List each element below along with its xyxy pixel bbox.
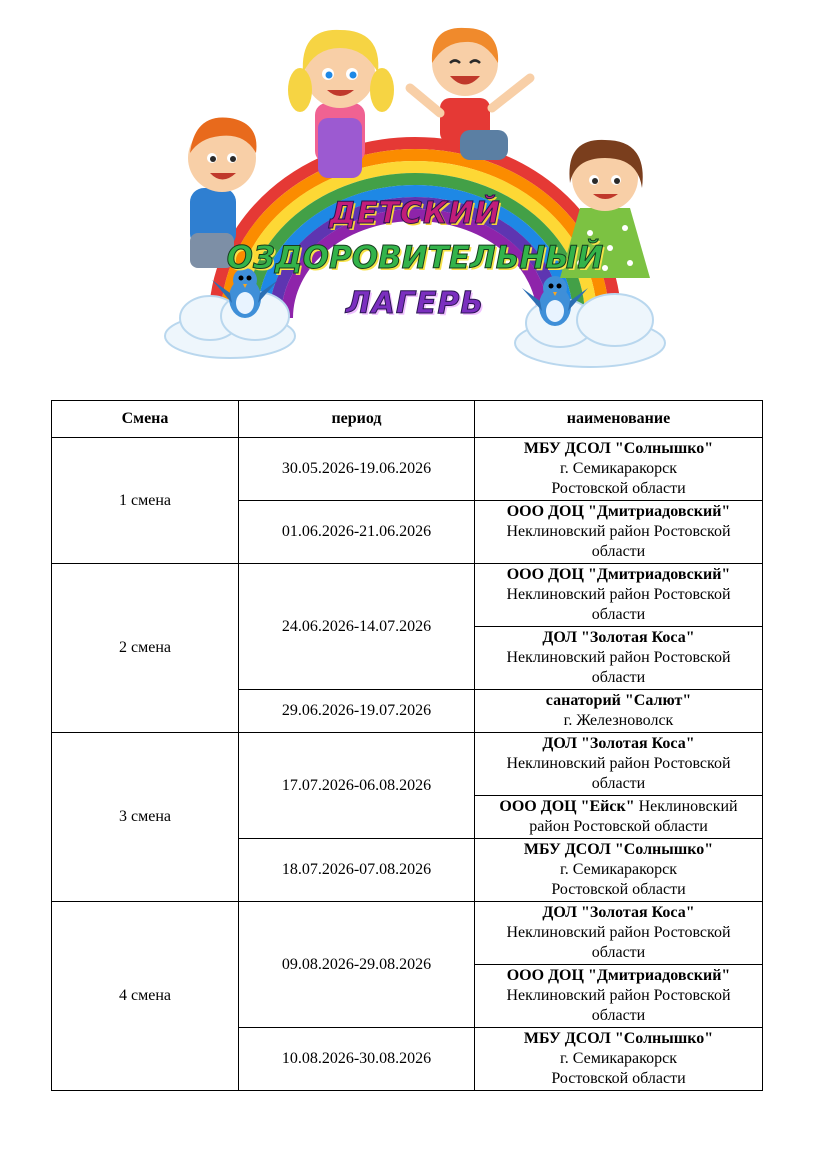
camp-location-line: области (591, 1007, 646, 1024)
table-header-row (52, 401, 763, 438)
camp-name-cell (475, 690, 763, 733)
camp-name-cell (475, 733, 763, 796)
column-header-period: период (239, 401, 475, 438)
period-cell: 24.06.2026-14.07.2026 (239, 564, 475, 690)
column-header-shift: Смена (52, 401, 239, 438)
period-cell: 18.07.2026-07.08.2026 (239, 839, 475, 902)
camp-title: МБУ ДСОЛ "Солнышко" (523, 440, 714, 457)
period-cell: 30.05.2026-19.06.2026 (239, 438, 475, 501)
table-body (52, 438, 763, 1091)
period-cell: 29.06.2026-19.07.2026 (239, 690, 475, 733)
camp-first-line (479, 502, 758, 522)
camp-location-line: области (591, 543, 646, 560)
shift-cell: 4 смена (52, 902, 239, 1091)
period-cell: 10.08.2026-30.08.2026 (239, 1028, 475, 1091)
camp-location-line: области (591, 669, 646, 686)
camp-name-cell (475, 501, 763, 564)
camp-title: ООО ДОЦ "Дмитриадовский" (506, 503, 731, 520)
camp-name-cell (475, 796, 763, 839)
camp-location-line: г. Семикаракорск (560, 460, 677, 477)
camp-name-cell (475, 564, 763, 627)
camp-first-line (479, 628, 758, 648)
camp-first-line (479, 966, 758, 986)
table-row (52, 564, 763, 627)
camp-location-line: Ростовской области (551, 1070, 686, 1087)
table-row (52, 902, 763, 965)
camp-location-line: Неклиновский район Ростовской (506, 586, 731, 603)
camp-name-cell (475, 965, 763, 1028)
period-cell: 17.07.2026-06.08.2026 (239, 733, 475, 839)
camp-schedule-table (51, 400, 763, 1091)
camp-location-inline: Неклиновский (634, 798, 738, 815)
camp-name-cell (475, 438, 763, 501)
camp-location-line: Неклиновский район Ростовской (506, 924, 731, 941)
camp-first-line (479, 1029, 758, 1049)
camp-title: ООО ДОЦ "Дмитриадовский" (506, 967, 731, 984)
camp-first-line (479, 439, 758, 459)
camp-first-line (479, 903, 758, 923)
banner-title-line-2: ОЗДОРОВИТЕЛЬНЫЙ (226, 240, 604, 276)
camp-location-line: Неклиновский район Ростовской (506, 523, 731, 540)
camp-title: ДОЛ "Золотая Коса" (542, 629, 695, 646)
camp-location-line: г. Семикаракорск (560, 1050, 677, 1067)
camp-location-line: Неклиновский район Ростовской (506, 755, 731, 772)
shift-cell: 2 смена (52, 564, 239, 733)
camp-location-line: области (591, 944, 646, 961)
camp-banner (160, 18, 670, 378)
camp-location-line: Неклиновский район Ростовской (506, 987, 731, 1004)
camp-location-line: Ростовской области (551, 881, 686, 898)
shift-cell: 3 смена (52, 733, 239, 902)
camp-location-line: Ростовской области (551, 480, 686, 497)
camp-title: ООО ДОЦ "Дмитриадовский" (506, 566, 731, 583)
camp-location-line: г. Семикаракорск (560, 861, 677, 878)
camp-title: санаторий "Салют" (545, 692, 692, 709)
table-row (52, 733, 763, 796)
camp-title: ООО ДОЦ "Ейск" (499, 798, 635, 815)
camp-title: МБУ ДСОЛ "Солнышко" (523, 1030, 714, 1047)
camp-location-line: области (591, 606, 646, 623)
period-cell: 09.08.2026-29.08.2026 (239, 902, 475, 1028)
camp-first-line (479, 840, 758, 860)
camp-first-line (479, 734, 758, 754)
camp-title: ДОЛ "Золотая Коса" (542, 904, 695, 921)
camp-location-line: области (591, 775, 646, 792)
camp-first-line (479, 797, 758, 817)
banner-title-line-3: ЛАГЕРЬ (345, 286, 485, 321)
camp-first-line (479, 565, 758, 585)
camp-location-line: г. Железноволск (563, 712, 674, 729)
camp-name-cell (475, 627, 763, 690)
camp-location-line: Неклиновский район Ростовской (506, 649, 731, 666)
camp-name-cell (475, 902, 763, 965)
camp-title: ДОЛ "Золотая Коса" (542, 735, 695, 752)
camp-first-line (479, 691, 758, 711)
banner-title-line-1: ДЕТСКИЙ (329, 196, 501, 231)
table-row (52, 438, 763, 501)
camp-title: МБУ ДСОЛ "Солнышко" (523, 841, 714, 858)
column-header-name: наименование (475, 401, 763, 438)
shift-cell: 1 смена (52, 438, 239, 564)
camp-location-line: район Ростовской области (529, 818, 708, 835)
camp-name-cell (475, 839, 763, 902)
camp-name-cell (475, 1028, 763, 1091)
period-cell: 01.06.2026-21.06.2026 (239, 501, 475, 564)
